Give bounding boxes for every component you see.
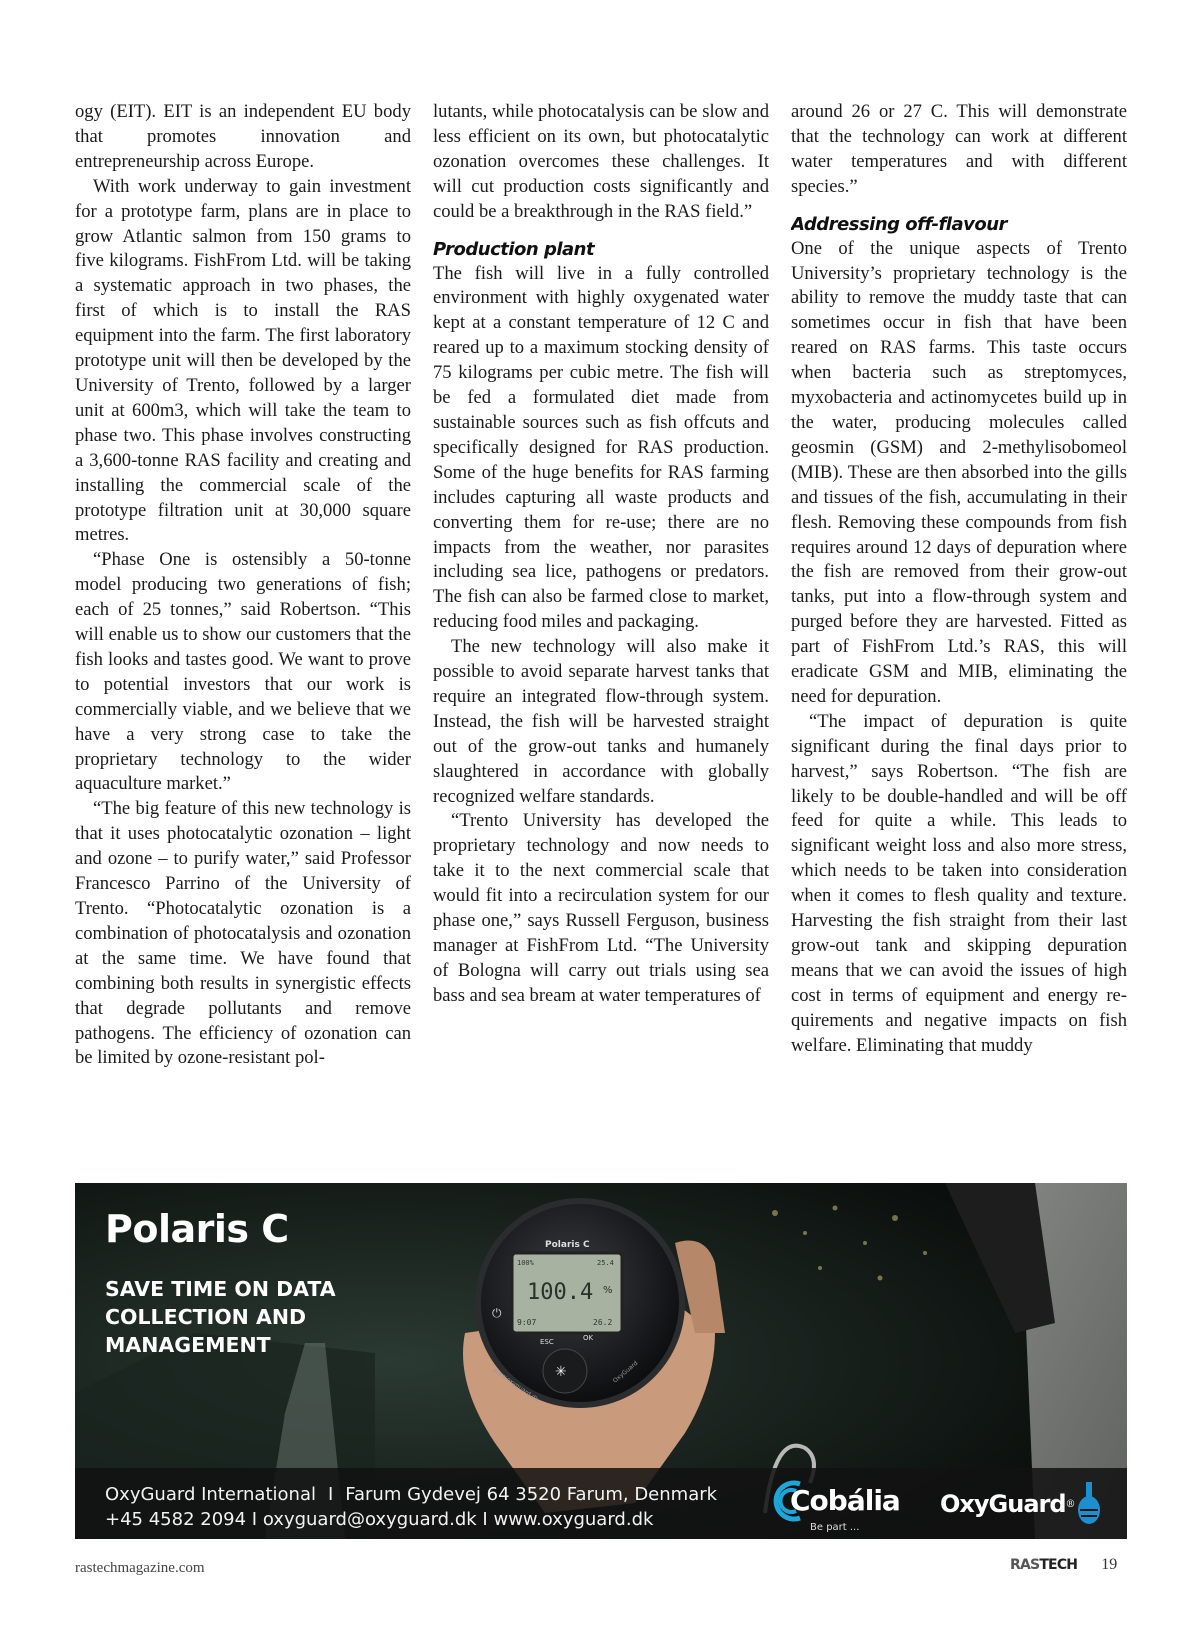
oxygen-probe-icon — [1076, 1482, 1102, 1526]
cobalia-tagline: Be part ... — [810, 1522, 860, 1533]
device-url: www.oxyguard.dk — [491, 1366, 540, 1404]
registered-mark: ® — [1065, 1498, 1076, 1510]
phone-number[interactable]: +45 4582 2094 — [105, 1509, 247, 1530]
device-unit: % — [603, 1285, 613, 1296]
paragraph: “The big feature of this new technology is that it uses photocatalytic ozonation – light and ozone – to purify water,” said Professor Francesco Parrino of the University of Trento. “Photocatalytic ozonation is a combination of photocatalysis and ozonation at the same time. We have found that combining both results in synergistic effects that degrade pollutants and remove pathogens. The efficiency of ozonation can be limited by ozone-resistant pol- — [75, 798, 411, 1069]
article-column-3 — [791, 100, 1127, 1150]
device-status-right: 25.4 — [597, 1259, 614, 1267]
section-heading: Production plant — [433, 238, 595, 260]
paragraph: One of the unique aspects of Trento University’s proprietary technology is the ability to remove the muddy taste that can sometimes occur in fish that have been reared on RAS farms. This taste occurs when bacteria such as streptomyces, myxobacteria and actinomycetes build up in the water, producing molecules called geosmin (GSM) and 2-methylisobomeol (MIB). These are then absorbed into the gills and tissues of the fish, accumulating in their flesh. Removing these compounds from fish requires around 12 days of depuration where the fish are removed from their grow-out tanks, put into a flow-through system and purged before they are harvested. Fitted as part of FishFrom Ltd.’s RAS, this will eradicate GSM and MIB, eliminating the need for depuration. — [791, 237, 1127, 707]
separator: I — [251, 1509, 258, 1530]
footer-right — [1010, 1556, 1117, 1574]
magazine-logo: RASTECH — [1010, 1557, 1078, 1573]
company-name: OxyGuard International — [105, 1484, 316, 1505]
website-link[interactable]: www.oxyguard.dk — [493, 1509, 654, 1530]
device-brand: Polaris C — [545, 1240, 590, 1250]
article-column-2 — [433, 100, 769, 1150]
section-heading: Addressing off-flavour — [791, 213, 1007, 235]
device-esc-label: ESC — [540, 1338, 554, 1346]
light-icon: ✳ — [555, 1364, 567, 1380]
ad-contact — [105, 1482, 717, 1532]
paragraph: The new technology will also make it possible to avoid separate harvest tanks that require an integrated flow-through system. Instead, the fish will be harvested straight out of the grow-out tanks and humanely slaughtered in accordance with globally recognized welfare standards. — [433, 636, 769, 807]
paragraph: “Phase One is ostensibly a 50-tonne model producing two generations of fish; each of 25 tonnes,” said Robertson. “This will enable us to show our customers that the fish looks and tastes good. We want to prove to potential investors that our work is commercially viable, and we believe that we have a very strong case to take the proprietary technology to the wider aquaculture market.” — [75, 549, 411, 795]
device-foot-right: 26.2 — [593, 1318, 613, 1327]
oxyguard-name: OxyGuard — [940, 1490, 1066, 1518]
cobalia-name: Cobália — [790, 1484, 900, 1517]
ad-tagline: SAVE TIME ON DATA COLLECTION AND MANAGEMENT — [105, 1277, 336, 1357]
paragraph: lutants, while photocatalysis can be slow and less efficient on its own, but photocatalytic ozonation overcomes these challenges. It will cut production costs significantly and could be a breakthrough in the RAS field.” — [433, 101, 769, 222]
paragraph: ogy (EIT). EIT is an independent EU body that promotes innovation and entrepreneurship across Europe. — [75, 101, 411, 172]
cobalia-logo[interactable] — [770, 1474, 910, 1536]
paragraph: “The impact of depuration is quite significant during the final days prior to harvest,” says Robertson. “The fish are likely to be double-handled and will be off feed for quite a while. This leads to significant weight loss and also more stress, which needs to be taken into consideration when it comes to flesh quality and texture. Harvesting the fish straight from their last grow-out tank and skipping depuration means that we can avoid the issues of high cost in terms of equipment and energy requirements and negative impacts on fish welfare. Eliminating that muddy — [791, 710, 1127, 1056]
device-status-left: 100% — [517, 1259, 534, 1267]
separator: I — [482, 1509, 488, 1530]
separator: I — [327, 1484, 334, 1505]
device-reading: 100.4 — [527, 1280, 594, 1305]
device-foot-left: 9:07 — [517, 1318, 537, 1327]
oxyguard-logo[interactable] — [940, 1482, 1102, 1526]
article-column-1 — [75, 100, 411, 1150]
article-body — [75, 100, 1127, 1150]
paragraph: around 26 or 27 C. This will demonstrate that the technology can work at different water temperatures and with different species.” — [791, 101, 1127, 197]
device-ok-label: OK — [583, 1334, 594, 1342]
power-icon: ⏻ — [492, 1306, 502, 1320]
footer-website[interactable]: rastechmagazine.com — [75, 1560, 205, 1576]
company-address: Farum Gydevej 64 3520 Farum, Denmark — [345, 1484, 718, 1505]
paragraph: The fish will live in a fully controlled environment with highly oxygenated water kept at a constant temperature of 12 C and reared up to a maximum stocking density of 75 kilograms per cubic metre. The fish will be fed a formulated diet made from sustainable sources such as fish offcuts and specifically designed for RAS production. Some of the huge benefits for RAS farming includes capturing all waste products and converting them for re-use; there are no impacts from the weather, nor parasites including sea lice, pathogens or predators. The fish can also be farmed close to market, reducing food miles and packaging. — [433, 262, 769, 633]
paragraph: With work underway to gain investment for a prototype farm, plans are in place to grow Atlantic salmon from 150 grams to five kilograms. FishFrom Ltd. will be taking a systematic approach in two phases, the first of which is to install the RAS equipment into the farm. The first laboratory prototype unit will then be developed by the University of Trento, followed by a larger unit at 600m3, which will take the team to phase two. This phase involves constructing a 3,600-tonne RAS facility and creating and installing the commercial scale of the prototype filtration unit at 30,000 square metres. — [75, 175, 411, 546]
email-link[interactable]: oxyguard@oxyguard.dk — [262, 1509, 477, 1530]
ad-title: Polaris C — [105, 1207, 289, 1251]
ad-contact-bar — [75, 1468, 1127, 1539]
advertisement[interactable] — [75, 1183, 1127, 1539]
paragraph: “Trento University has developed the proprietary technology and now needs to take it to the next commercial scale that would fit into a recirculation system for our phase one,” says Russell Ferguson, business manager at FishFrom Ltd. “The University of Bologna will carry out trials using sea bass and sea bream at water temperatures of — [433, 810, 769, 1006]
device-maker: OxyGuard — [611, 1359, 640, 1385]
page-number: 19 — [1101, 1556, 1118, 1573]
